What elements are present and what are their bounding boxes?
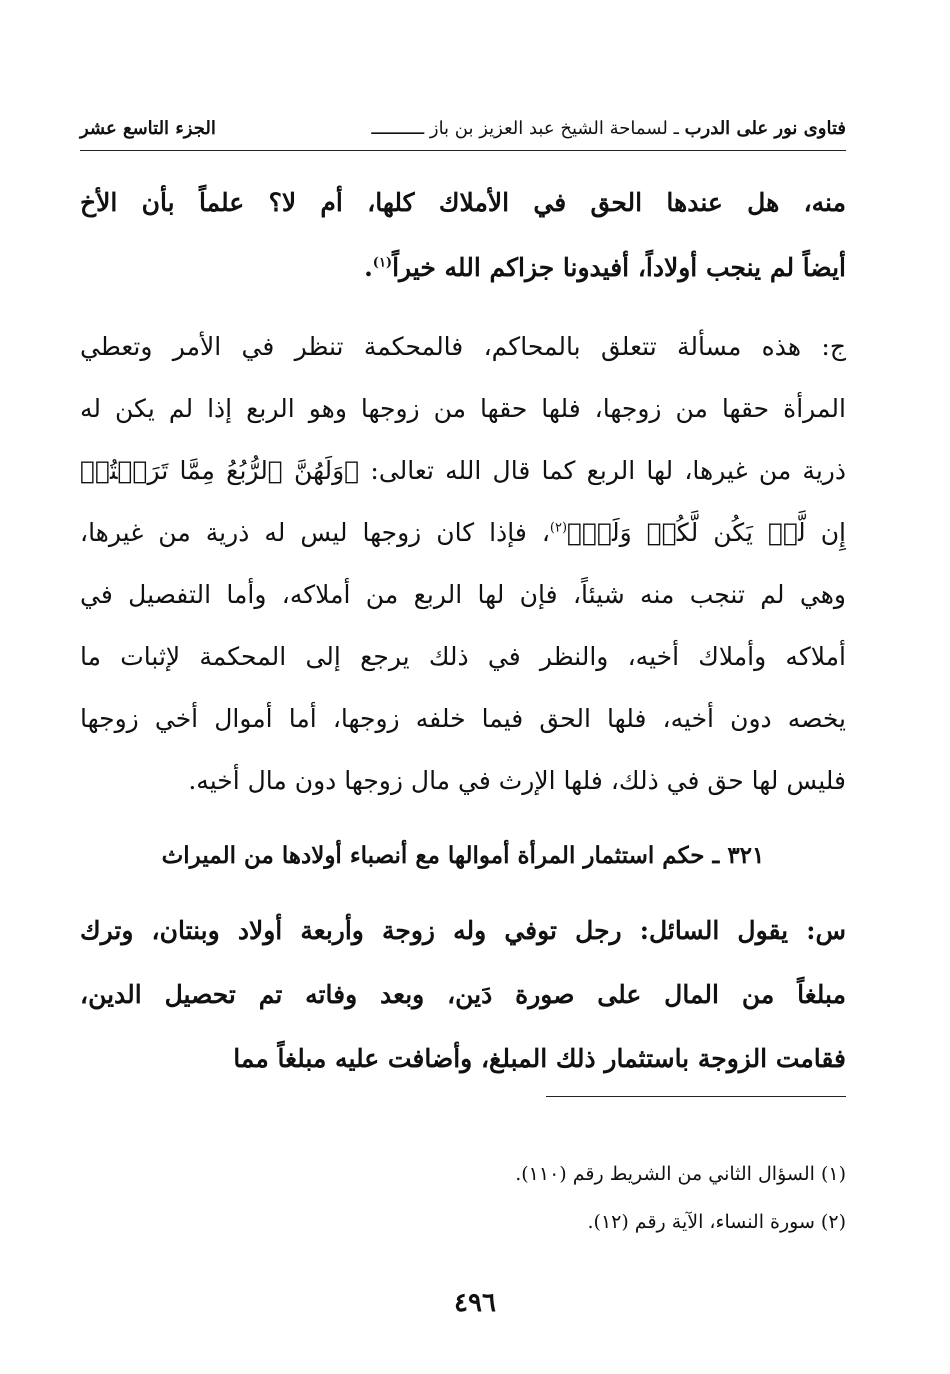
footnote-rule xyxy=(546,1096,846,1097)
answer-line: أملاكه وأملاك أخيه، والنظر في ذلك يرجع إلى المحكمة لإثبات ما xyxy=(80,642,846,671)
answer-line: يخصه دون أخيه، فلها الحق فيما خلفه زوجها، أما أموال أخي زوجها xyxy=(80,704,846,733)
quran-verse: إِن لَّمۡ يَكُن لَّكُمۡ وَلَدٞ﴾ xyxy=(567,518,846,547)
header-part: الجزء التاسع عشر xyxy=(80,117,216,139)
answer-line: ذرية من غيرها، لها الربع كما قال الله تعالى: ﴿وَلَهُنَّ ٱلرُّبُعُ مِمَّا تَرَكۡتُمۡ xyxy=(80,456,846,485)
answer-line: فليس لها حق في ذلك، فلها الإرث في مال زوجها دون مال أخيه. xyxy=(188,766,846,795)
footnote: (٢) سورة النساء، الآية رقم (١٢). xyxy=(587,1211,846,1233)
answer-line: المرأة حقها من زوجها، فلها حقها من زوجها وهو الربع إذا لم يكن له xyxy=(80,394,846,423)
question-line: س: يقول السائل: رجل توفي وله زوجة وأربعة أولاد وبنتان، وترك xyxy=(80,916,846,945)
answer-line: ج: هذه مسألة تتعلق بالمحاكم، فالمحكمة تنظر في الأمر وتعطي xyxy=(80,332,846,361)
section-heading: ٣٢١ ـ حكم استثمار المرأة أموالها مع أنصباء أولادها من الميراث xyxy=(161,842,765,869)
answer-line: إِن لَّمۡ يَكُن لَّكُمۡ وَلَدٞ﴾$^{(٢)}$، فإذا كان زوجها ليس له ذرية من غيرها، xyxy=(80,518,846,547)
page-number: ٤٩٦ xyxy=(454,1288,496,1318)
question-line: فقامت الزوجة باستثمار ذلك المبلغ، وأضافت عليه مبلغاً مما xyxy=(233,1044,846,1073)
answer-line: وهي لم تنجب منه شيئاً، فإن لها الربع من أملاكه، وأما التفصيل في xyxy=(80,580,846,609)
header-author: لسماحة الشيخ عبد العزيز بن باز xyxy=(429,117,668,139)
section-title: حكم استثمار المرأة أموالها مع أنصباء أولادها من الميراث xyxy=(161,842,705,869)
header-rule xyxy=(80,150,846,151)
question-line: منه، هل عندها الحق في الأملاك كلها، أم لا؟ علماً بأن الأخ xyxy=(80,188,846,217)
section-number: ٣٢١ xyxy=(727,842,765,869)
question-line: أيضاً لم ينجب أولاداً، أفيدونا جزاكم الله خيراً$^{(١)}$. xyxy=(364,253,846,282)
header-book-author: فتاوى نور على الدرب ـ لسماحة الشيخ عبد العزيز بن باز ــــــــــ xyxy=(371,117,846,139)
header-book-title: فتاوى نور على الدرب xyxy=(684,117,846,139)
question-line: مبلغاً من المال على صورة دَين، وبعد وفاته تم تحصيل الدين، xyxy=(80,980,846,1009)
running-header xyxy=(80,108,846,148)
footnote: (١) السؤال الثاني من الشريط رقم (١١٠). xyxy=(515,1163,846,1185)
footnote-ref: (٢) xyxy=(549,520,568,536)
footnote-ref: (١) xyxy=(372,255,393,271)
